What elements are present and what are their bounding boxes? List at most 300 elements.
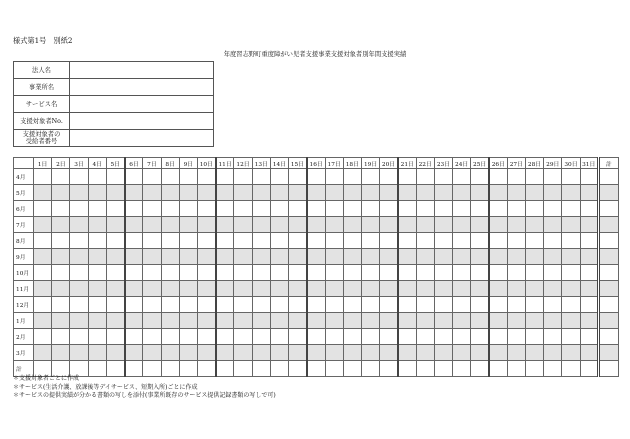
total-day-cell bbox=[580, 361, 598, 377]
month-label: 12月 bbox=[14, 297, 34, 313]
day-cell bbox=[562, 281, 580, 297]
total-day-cell bbox=[416, 361, 434, 377]
day-header: 27日 bbox=[507, 158, 525, 169]
day-cell bbox=[270, 217, 288, 233]
total-day-cell bbox=[562, 361, 580, 377]
day-cell bbox=[125, 345, 143, 361]
month-total-cell bbox=[598, 233, 618, 249]
month-row bbox=[14, 201, 619, 217]
note-line: ＊サービスの提供実績が分かる書類の写しを添付(事業所既存のサービス提供記録書類の写しで可) bbox=[13, 392, 276, 400]
info-label: 支援対象者No. bbox=[14, 113, 70, 130]
month-label: 2月 bbox=[14, 329, 34, 345]
month-row bbox=[14, 281, 619, 297]
month-label: 1月 bbox=[14, 313, 34, 329]
day-cell bbox=[88, 297, 106, 313]
month-label: 10月 bbox=[14, 265, 34, 281]
day-cell bbox=[380, 249, 398, 265]
day-header: 10日 bbox=[197, 158, 215, 169]
day-cell bbox=[34, 297, 52, 313]
day-cell bbox=[179, 297, 197, 313]
day-cell bbox=[471, 281, 489, 297]
day-cell bbox=[125, 313, 143, 329]
day-cell bbox=[88, 169, 106, 185]
info-row bbox=[14, 96, 214, 113]
day-cell bbox=[489, 249, 507, 265]
day-cell bbox=[507, 313, 525, 329]
day-cell bbox=[88, 233, 106, 249]
info-value bbox=[70, 130, 214, 147]
info-row bbox=[14, 130, 214, 147]
day-cell bbox=[544, 217, 562, 233]
day-cell bbox=[161, 297, 179, 313]
day-cell bbox=[252, 345, 270, 361]
day-cell bbox=[143, 217, 161, 233]
month-row bbox=[14, 169, 619, 185]
day-cell bbox=[70, 265, 88, 281]
day-cell bbox=[216, 265, 234, 281]
day-header: 19日 bbox=[361, 158, 379, 169]
day-cell bbox=[489, 313, 507, 329]
total-day-cell bbox=[489, 361, 507, 377]
day-cell bbox=[325, 233, 343, 249]
day-cell bbox=[380, 345, 398, 361]
day-cell bbox=[197, 185, 215, 201]
day-cell bbox=[70, 185, 88, 201]
day-cell bbox=[179, 313, 197, 329]
day-cell bbox=[52, 297, 70, 313]
day-cell bbox=[380, 265, 398, 281]
day-cell bbox=[525, 185, 543, 201]
day-cell bbox=[416, 297, 434, 313]
day-cell bbox=[52, 265, 70, 281]
day-cell bbox=[197, 233, 215, 249]
day-cell bbox=[525, 345, 543, 361]
day-cell bbox=[580, 217, 598, 233]
day-cell bbox=[34, 217, 52, 233]
annual-support-grid bbox=[13, 157, 619, 377]
day-cell bbox=[143, 281, 161, 297]
day-cell bbox=[507, 233, 525, 249]
day-cell bbox=[197, 249, 215, 265]
day-cell bbox=[434, 345, 452, 361]
day-cell bbox=[398, 281, 416, 297]
day-cell bbox=[416, 281, 434, 297]
day-cell bbox=[507, 329, 525, 345]
day-cell bbox=[270, 265, 288, 281]
day-cell bbox=[270, 313, 288, 329]
day-cell bbox=[544, 281, 562, 297]
day-cell bbox=[34, 201, 52, 217]
day-cell bbox=[525, 201, 543, 217]
day-cell bbox=[471, 185, 489, 201]
day-cell bbox=[525, 265, 543, 281]
day-cell bbox=[106, 233, 124, 249]
day-cell bbox=[398, 249, 416, 265]
total-day-cell bbox=[325, 361, 343, 377]
day-cell bbox=[125, 217, 143, 233]
day-cell bbox=[525, 249, 543, 265]
day-cell bbox=[289, 233, 307, 249]
day-cell bbox=[234, 297, 252, 313]
month-label: 4月 bbox=[14, 169, 34, 185]
day-cell bbox=[325, 201, 343, 217]
total-day-cell bbox=[343, 361, 361, 377]
day-cell bbox=[88, 329, 106, 345]
day-cell bbox=[52, 329, 70, 345]
day-cell bbox=[270, 249, 288, 265]
day-cell bbox=[361, 185, 379, 201]
month-total-cell bbox=[598, 265, 618, 281]
day-cell bbox=[380, 201, 398, 217]
day-cell bbox=[216, 249, 234, 265]
day-cell bbox=[471, 217, 489, 233]
day-cell bbox=[453, 265, 471, 281]
day-cell bbox=[380, 297, 398, 313]
day-cell bbox=[361, 265, 379, 281]
day-cell bbox=[544, 249, 562, 265]
day-cell bbox=[398, 313, 416, 329]
day-cell bbox=[343, 185, 361, 201]
note-line: ＊サービス(生活介護、放課後等デイサービス、短期入所)ごとに作成 bbox=[13, 383, 198, 391]
total-day-cell bbox=[544, 361, 562, 377]
day-cell bbox=[307, 265, 325, 281]
day-cell bbox=[471, 265, 489, 281]
day-cell bbox=[270, 345, 288, 361]
day-header: 25日 bbox=[471, 158, 489, 169]
day-header-row bbox=[14, 158, 619, 169]
day-cell bbox=[544, 297, 562, 313]
day-cell bbox=[380, 185, 398, 201]
day-cell bbox=[252, 249, 270, 265]
day-cell bbox=[325, 217, 343, 233]
day-cell bbox=[343, 329, 361, 345]
day-cell bbox=[197, 297, 215, 313]
day-cell bbox=[416, 329, 434, 345]
day-cell bbox=[179, 249, 197, 265]
info-label: サービス名 bbox=[14, 96, 70, 113]
day-cell bbox=[398, 201, 416, 217]
day-cell bbox=[434, 265, 452, 281]
day-cell bbox=[562, 233, 580, 249]
total-day-cell bbox=[380, 361, 398, 377]
day-cell bbox=[380, 169, 398, 185]
month-total-cell bbox=[598, 201, 618, 217]
day-cell bbox=[416, 217, 434, 233]
day-cell bbox=[70, 201, 88, 217]
day-cell bbox=[434, 169, 452, 185]
day-cell bbox=[270, 185, 288, 201]
day-cell bbox=[343, 233, 361, 249]
day-cell bbox=[489, 281, 507, 297]
day-cell bbox=[34, 313, 52, 329]
day-cell bbox=[289, 169, 307, 185]
day-header: 18日 bbox=[343, 158, 361, 169]
day-cell bbox=[343, 345, 361, 361]
day-cell bbox=[289, 297, 307, 313]
total-day-cell bbox=[453, 361, 471, 377]
day-cell bbox=[52, 281, 70, 297]
day-cell bbox=[471, 297, 489, 313]
day-cell bbox=[270, 233, 288, 249]
day-cell bbox=[507, 169, 525, 185]
day-cell bbox=[52, 217, 70, 233]
day-cell bbox=[161, 185, 179, 201]
day-cell bbox=[380, 329, 398, 345]
day-cell bbox=[307, 169, 325, 185]
day-cell bbox=[562, 313, 580, 329]
info-label: 法人名 bbox=[14, 62, 70, 79]
day-cell bbox=[507, 297, 525, 313]
day-cell bbox=[179, 185, 197, 201]
day-header: 29日 bbox=[544, 158, 562, 169]
day-cell bbox=[471, 249, 489, 265]
day-cell bbox=[398, 169, 416, 185]
day-cell bbox=[489, 217, 507, 233]
day-cell bbox=[88, 201, 106, 217]
day-cell bbox=[216, 217, 234, 233]
day-cell bbox=[70, 217, 88, 233]
day-header: 11日 bbox=[216, 158, 234, 169]
day-cell bbox=[234, 313, 252, 329]
day-cell bbox=[88, 249, 106, 265]
info-row bbox=[14, 62, 214, 79]
month-label: 9月 bbox=[14, 249, 34, 265]
day-cell bbox=[380, 233, 398, 249]
info-label: 支援対象者の 受給者番号 bbox=[14, 130, 70, 147]
month-row bbox=[14, 233, 619, 249]
info-value bbox=[70, 96, 214, 113]
day-cell bbox=[307, 249, 325, 265]
day-cell bbox=[434, 329, 452, 345]
day-cell bbox=[289, 313, 307, 329]
day-cell bbox=[434, 185, 452, 201]
day-cell bbox=[562, 297, 580, 313]
day-cell bbox=[270, 201, 288, 217]
day-cell bbox=[398, 217, 416, 233]
day-cell bbox=[507, 345, 525, 361]
day-header: 17日 bbox=[325, 158, 343, 169]
day-cell bbox=[52, 185, 70, 201]
day-header: 1日 bbox=[34, 158, 52, 169]
day-cell bbox=[471, 169, 489, 185]
day-header: 15日 bbox=[289, 158, 307, 169]
day-cell bbox=[234, 265, 252, 281]
day-cell bbox=[88, 281, 106, 297]
day-cell bbox=[398, 265, 416, 281]
month-label: 11月 bbox=[14, 281, 34, 297]
day-cell bbox=[197, 329, 215, 345]
day-cell bbox=[562, 329, 580, 345]
total-day-cell bbox=[471, 361, 489, 377]
day-cell bbox=[143, 345, 161, 361]
day-cell bbox=[106, 169, 124, 185]
day-cell bbox=[580, 249, 598, 265]
day-cell bbox=[398, 329, 416, 345]
day-cell bbox=[361, 345, 379, 361]
total-day-cell bbox=[507, 361, 525, 377]
day-cell bbox=[125, 185, 143, 201]
day-cell bbox=[252, 281, 270, 297]
day-cell bbox=[343, 313, 361, 329]
day-cell bbox=[307, 313, 325, 329]
day-header: 9日 bbox=[179, 158, 197, 169]
day-cell bbox=[580, 281, 598, 297]
day-header: 22日 bbox=[416, 158, 434, 169]
day-cell bbox=[143, 201, 161, 217]
day-cell bbox=[234, 329, 252, 345]
day-cell bbox=[325, 297, 343, 313]
day-header: 7日 bbox=[143, 158, 161, 169]
day-cell bbox=[525, 169, 543, 185]
day-cell bbox=[125, 297, 143, 313]
day-cell bbox=[489, 201, 507, 217]
day-cell bbox=[453, 201, 471, 217]
day-cell bbox=[252, 297, 270, 313]
day-header: 6日 bbox=[125, 158, 143, 169]
day-cell bbox=[544, 265, 562, 281]
info-value bbox=[70, 62, 214, 79]
day-cell bbox=[289, 281, 307, 297]
day-cell bbox=[216, 233, 234, 249]
day-cell bbox=[434, 297, 452, 313]
day-cell bbox=[179, 345, 197, 361]
day-cell bbox=[52, 201, 70, 217]
day-cell bbox=[161, 329, 179, 345]
day-cell bbox=[289, 329, 307, 345]
day-cell bbox=[197, 345, 215, 361]
day-cell bbox=[580, 313, 598, 329]
day-cell bbox=[216, 169, 234, 185]
day-cell bbox=[453, 217, 471, 233]
day-header: 31日 bbox=[580, 158, 598, 169]
day-cell bbox=[34, 249, 52, 265]
day-cell bbox=[88, 345, 106, 361]
day-cell bbox=[525, 297, 543, 313]
day-cell bbox=[416, 249, 434, 265]
day-cell bbox=[106, 185, 124, 201]
day-cell bbox=[434, 249, 452, 265]
info-row bbox=[14, 79, 214, 96]
day-cell bbox=[106, 201, 124, 217]
document-title: 年度習志野町重度障がい児者支援事業支援対象者別年間支援実績 bbox=[223, 51, 407, 58]
note-line: ＊支援対象者ごとに作成 bbox=[13, 375, 80, 382]
day-cell bbox=[70, 329, 88, 345]
day-cell bbox=[453, 169, 471, 185]
day-cell bbox=[34, 185, 52, 201]
day-cell bbox=[507, 281, 525, 297]
day-cell bbox=[252, 201, 270, 217]
month-total-cell bbox=[598, 217, 618, 233]
day-cell bbox=[580, 233, 598, 249]
day-cell bbox=[197, 201, 215, 217]
day-cell bbox=[234, 169, 252, 185]
total-day-cell bbox=[434, 361, 452, 377]
day-cell bbox=[343, 265, 361, 281]
day-cell bbox=[380, 217, 398, 233]
day-cell bbox=[143, 249, 161, 265]
day-cell bbox=[580, 265, 598, 281]
day-cell bbox=[398, 233, 416, 249]
day-header: 28日 bbox=[525, 158, 543, 169]
month-row bbox=[14, 185, 619, 201]
day-cell bbox=[106, 329, 124, 345]
day-cell bbox=[416, 345, 434, 361]
day-header: 12日 bbox=[234, 158, 252, 169]
day-cell bbox=[252, 329, 270, 345]
day-cell bbox=[161, 169, 179, 185]
day-cell bbox=[70, 313, 88, 329]
day-cell bbox=[143, 313, 161, 329]
day-cell bbox=[70, 169, 88, 185]
notes bbox=[13, 375, 276, 401]
day-cell bbox=[580, 329, 598, 345]
total-day-cell bbox=[289, 361, 307, 377]
day-cell bbox=[106, 313, 124, 329]
day-cell bbox=[197, 313, 215, 329]
day-cell bbox=[234, 185, 252, 201]
day-cell bbox=[52, 233, 70, 249]
day-cell bbox=[398, 297, 416, 313]
day-cell bbox=[179, 233, 197, 249]
day-cell bbox=[544, 169, 562, 185]
day-header: 16日 bbox=[307, 158, 325, 169]
day-cell bbox=[507, 217, 525, 233]
day-cell bbox=[197, 217, 215, 233]
day-cell bbox=[161, 281, 179, 297]
day-cell bbox=[88, 265, 106, 281]
day-cell bbox=[507, 249, 525, 265]
day-cell bbox=[361, 329, 379, 345]
day-cell bbox=[398, 345, 416, 361]
day-cell bbox=[325, 185, 343, 201]
day-cell bbox=[179, 217, 197, 233]
day-cell bbox=[52, 313, 70, 329]
day-cell bbox=[544, 201, 562, 217]
day-header: 24日 bbox=[453, 158, 471, 169]
day-cell bbox=[106, 281, 124, 297]
total-day-cell bbox=[398, 361, 416, 377]
day-cell bbox=[216, 345, 234, 361]
day-cell bbox=[453, 313, 471, 329]
info-table bbox=[13, 61, 214, 147]
day-cell bbox=[525, 217, 543, 233]
day-cell bbox=[179, 265, 197, 281]
day-cell bbox=[562, 185, 580, 201]
day-cell bbox=[161, 249, 179, 265]
day-cell bbox=[434, 313, 452, 329]
day-cell bbox=[580, 345, 598, 361]
day-cell bbox=[580, 201, 598, 217]
month-row bbox=[14, 329, 619, 345]
day-cell bbox=[106, 217, 124, 233]
day-cell bbox=[525, 313, 543, 329]
day-header: 2日 bbox=[52, 158, 70, 169]
day-cell bbox=[361, 217, 379, 233]
day-cell bbox=[507, 185, 525, 201]
month-label: 7月 bbox=[14, 217, 34, 233]
day-cell bbox=[343, 249, 361, 265]
month-row bbox=[14, 313, 619, 329]
day-cell bbox=[580, 185, 598, 201]
day-cell bbox=[234, 233, 252, 249]
day-cell bbox=[562, 217, 580, 233]
day-cell bbox=[325, 313, 343, 329]
day-cell bbox=[544, 345, 562, 361]
grand-total-cell bbox=[598, 361, 618, 377]
day-cell bbox=[453, 233, 471, 249]
day-cell bbox=[489, 329, 507, 345]
day-cell bbox=[489, 297, 507, 313]
